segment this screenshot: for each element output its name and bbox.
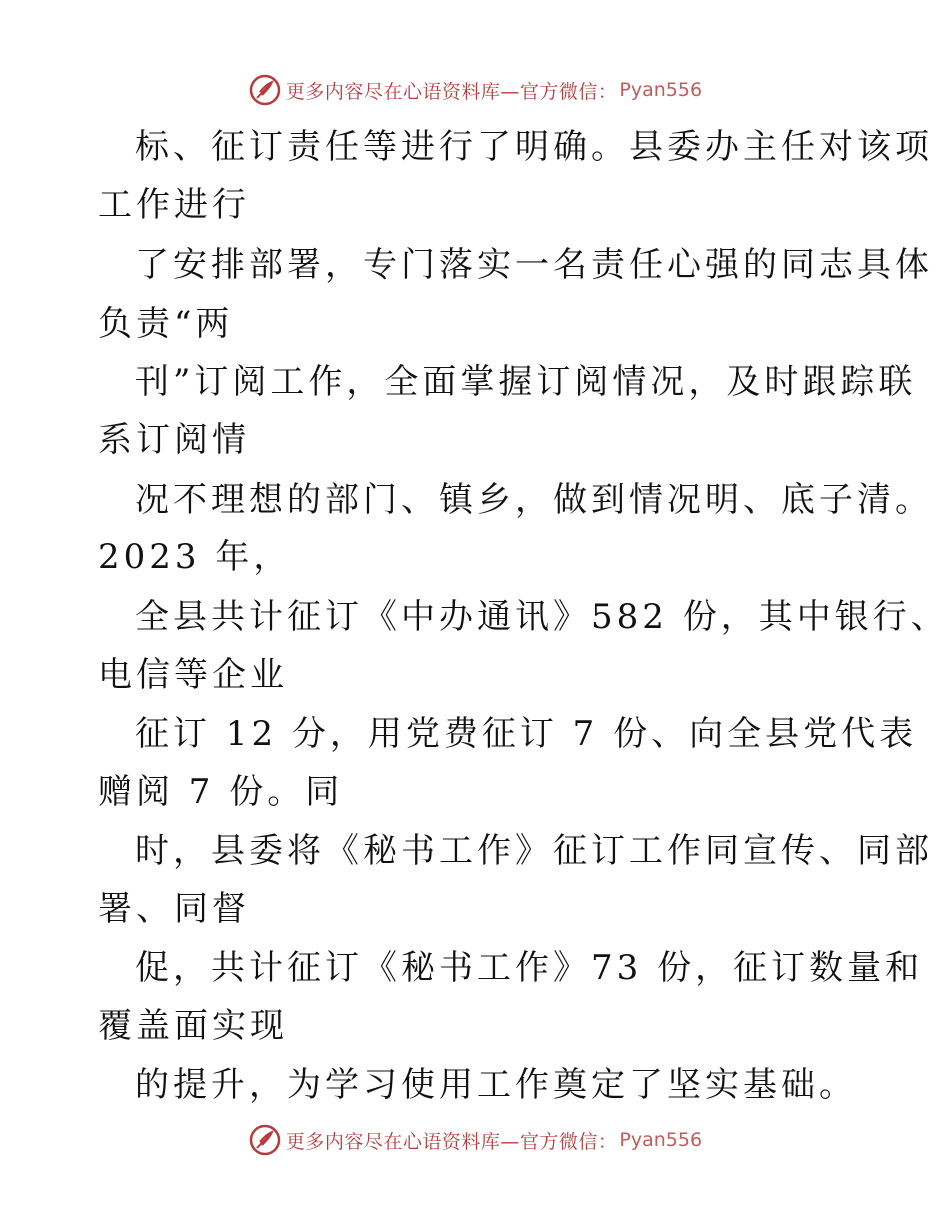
text-line: 赠阅 7 份。同 [98,772,344,812]
text-line: 了安排部署，专门落实一名责任心强的同志具体 [135,245,933,285]
watermark-handle: Pyan556 [619,79,703,101]
text-line: 征订 12 分，用党费征订 7 份、向全县党代表 [135,714,918,754]
text-line: 全县共计征订《中办通讯》582 份，其中银行、 [135,597,949,637]
feather-logo-icon [248,1123,282,1157]
text-line: 况不理想的部门、镇乡，做到情况明、底子清。 [135,480,933,520]
text-line: 的提升，为学习使用工作奠定了坚实基础。 [135,1065,857,1105]
text-line: 电信等企业 [98,655,288,695]
text-line: 覆盖面实现 [98,1006,288,1046]
feather-logo-icon [248,73,282,107]
watermark-handle: Pyan556 [619,1129,703,1151]
watermark-text: 更多内容尽在心语资料库—官方微信： [285,80,618,103]
text-line: 刊”订阅工作，全面掌握订阅情况，及时跟踪联 [135,362,917,402]
text-line: 署、同督 [98,889,250,929]
text-line: 促，共计征订《秘书工作》73 份，征订数量和 [135,948,924,988]
text-line: 系订阅情 [98,420,250,460]
text-line: 标、征订责任等进行了明确。县委办主任对该项 [135,127,933,167]
text-line: 2023 年， [98,537,292,577]
footer-watermark [0,1120,950,1160]
text-line: 工作进行 [98,185,250,225]
text-line: 时，县委将《秘书工作》征订工作同宣传、同部 [135,831,933,871]
text-line: 负责“两 [98,304,234,344]
header-watermark [0,70,950,110]
watermark-text: 更多内容尽在心语资料库—官方微信： [285,1130,618,1153]
